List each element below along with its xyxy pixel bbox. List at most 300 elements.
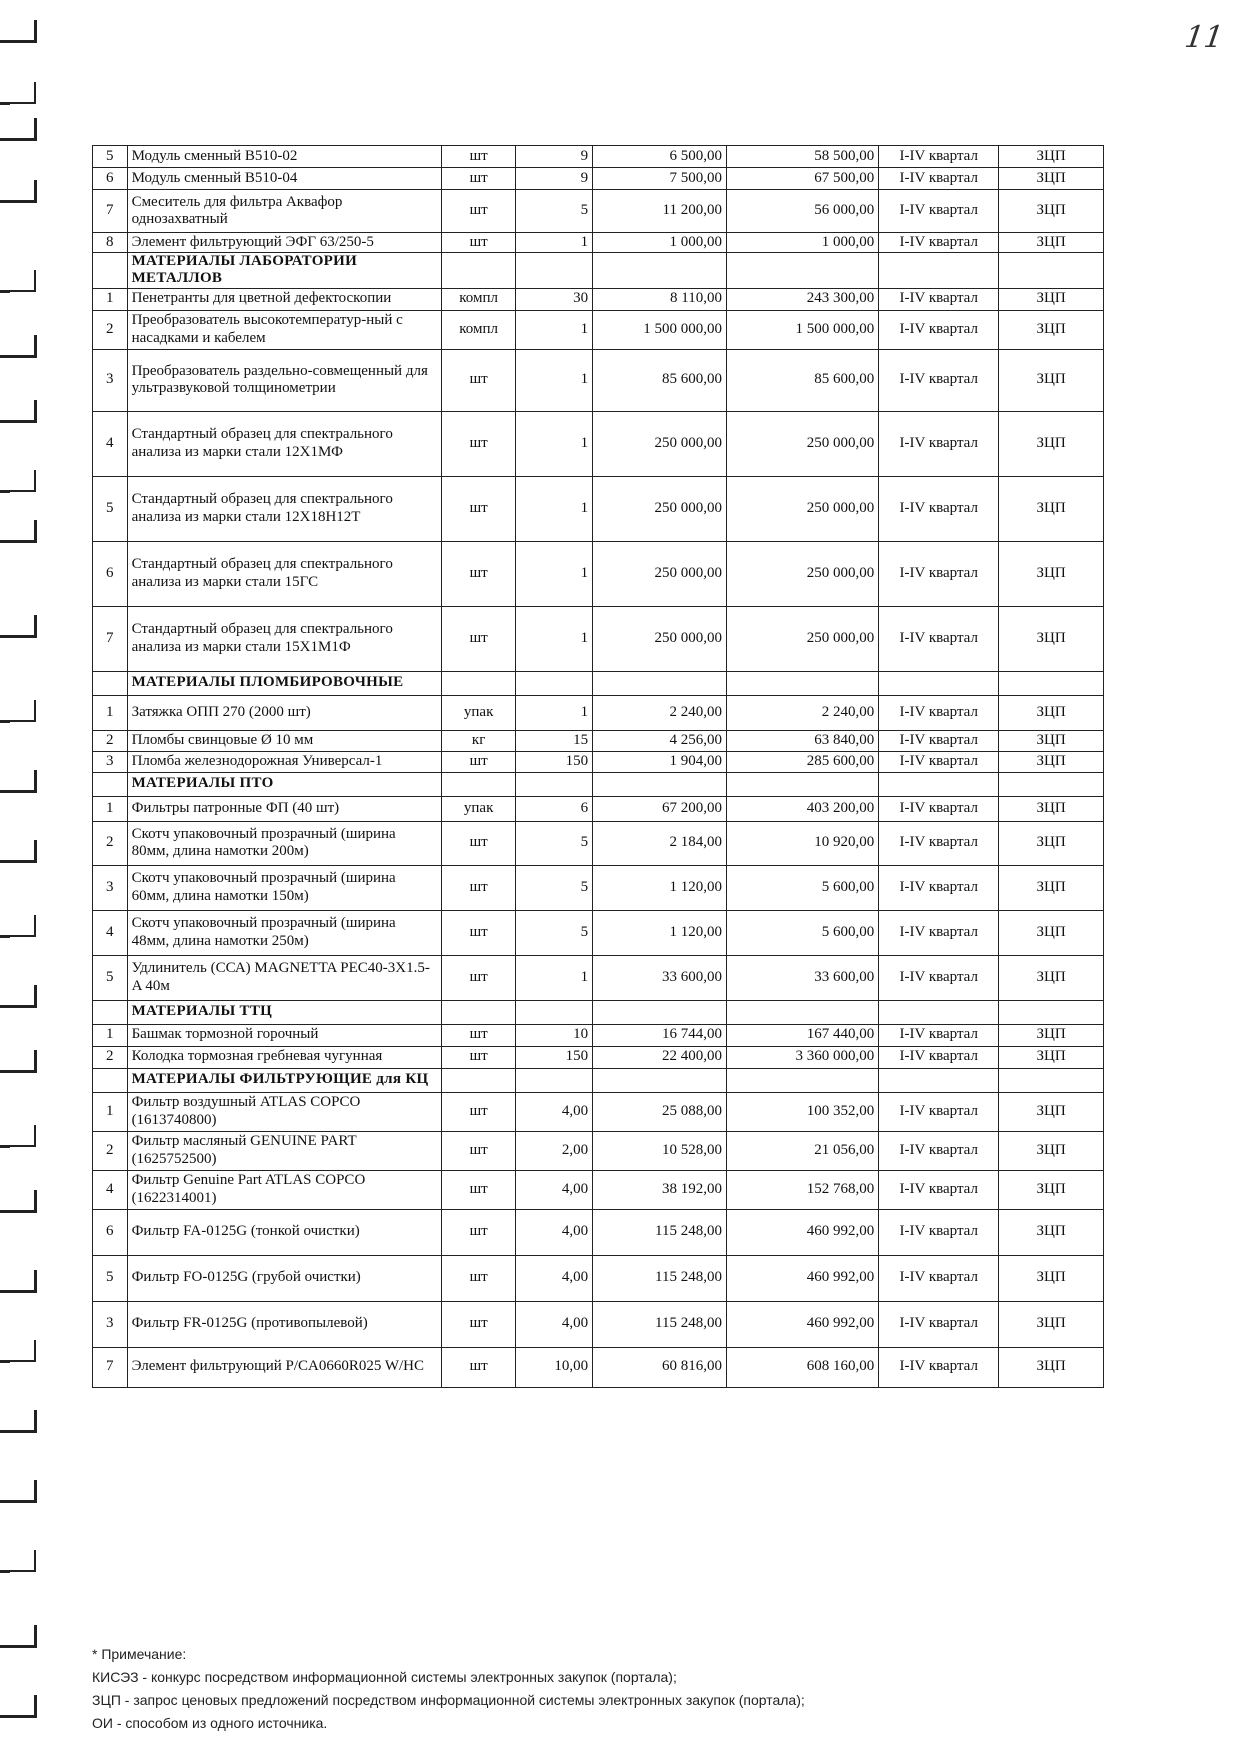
cell-quantity: 1: [516, 411, 593, 476]
cell-period: I-IV квартал: [879, 1170, 999, 1209]
cell-unit-price: 1 120,00: [593, 865, 727, 910]
footnote-title: * Примечание:: [92, 1646, 187, 1662]
cell-unit-price: 6 500,00: [593, 146, 727, 168]
cell-name: МАТЕРИАЛЫ ФИЛЬТРУЮЩИЕ для КЦ: [127, 1068, 441, 1092]
cell-unit: шт: [441, 411, 516, 476]
cell-quantity: 4,00: [516, 1092, 593, 1131]
cell-period: I-IV квартал: [879, 541, 999, 606]
cell-number: 5: [93, 476, 128, 541]
cell-number: 7: [93, 1347, 128, 1387]
cell-name: Колодка тормозная гребневая чугунная: [127, 1046, 441, 1068]
cell-name: МАТЕРИАЛЫ ПЛОМБИРОВОЧНЫЕ: [127, 671, 441, 695]
cell-unit-price: 16 744,00: [593, 1024, 727, 1046]
cell-method: ЗЦП: [999, 1170, 1104, 1209]
cell-name: Фильтр Genuine Part ATLAS COPCO (1622314001): [127, 1170, 441, 1209]
cell-unit: шт: [441, 1092, 516, 1131]
cell-unit: шт: [441, 1347, 516, 1387]
cell-number: 2: [93, 310, 128, 349]
cell-unit: шт: [441, 821, 516, 865]
cell-number: [93, 772, 128, 796]
binder-mark: [10, 82, 36, 104]
cell-period: I-IV квартал: [879, 310, 999, 349]
cell-unit-price: [593, 772, 727, 796]
cell-total: 85 600,00: [727, 349, 879, 411]
cell-total: [727, 671, 879, 695]
cell-name: Стандартный образец для спектрального анализа из марки стали 15Х1М1Ф: [127, 606, 441, 671]
cell-total: 1 000,00: [727, 233, 879, 253]
cell-number: 2: [93, 730, 128, 751]
cell-unit: [441, 1000, 516, 1024]
cell-quantity: 150: [516, 751, 593, 772]
cell-quantity: [516, 1068, 593, 1092]
cell-number: 3: [93, 751, 128, 772]
cell-method: ЗЦП: [999, 1092, 1104, 1131]
cell-period: I-IV квартал: [879, 1024, 999, 1046]
cell-total: [727, 253, 879, 289]
cell-period: I-IV квартал: [879, 1255, 999, 1301]
cell-unit: шт: [441, 606, 516, 671]
table-row: [93, 1347, 1104, 1387]
binder-mark: [10, 770, 37, 793]
cell-quantity: 5: [516, 865, 593, 910]
cell-number: 6: [93, 541, 128, 606]
cell-unit: шт: [441, 541, 516, 606]
cell-unit-price: 250 000,00: [593, 476, 727, 541]
table-row: [93, 233, 1104, 253]
cell-total: 100 352,00: [727, 1092, 879, 1131]
cell-name: Стандартный образец для спектрального анализа из марки стали 12Х18Н12Т: [127, 476, 441, 541]
cell-method: [999, 253, 1104, 289]
footnote-line-kisez: КИСЭЗ - конкурс посредством информационной системы электронных закупок (портала);: [92, 1669, 677, 1685]
cell-method: ЗЦП: [999, 1046, 1104, 1068]
cell-total: 3 360 000,00: [727, 1046, 879, 1068]
binder-mark: [10, 915, 36, 937]
cell-method: ЗЦП: [999, 1255, 1104, 1301]
cell-unit: шт: [441, 1255, 516, 1301]
cell-number: 1: [93, 1024, 128, 1046]
page-number: 11: [1182, 20, 1226, 55]
section-header-row: [93, 772, 1104, 796]
table-row: [93, 796, 1104, 821]
table-row: [93, 1209, 1104, 1255]
cell-unit: шт: [441, 1170, 516, 1209]
table-row: [93, 606, 1104, 671]
cell-unit-price: 8 110,00: [593, 288, 727, 310]
cell-unit: упак: [441, 796, 516, 821]
cell-name: Фильтр FR-0125G (противопылевой): [127, 1301, 441, 1347]
cell-unit-price: 7 500,00: [593, 168, 727, 190]
binder-mark: [10, 20, 37, 43]
cell-quantity: 1: [516, 476, 593, 541]
cell-quantity: 10,00: [516, 1347, 593, 1387]
binder-mark: [10, 1695, 37, 1718]
cell-unit: шт: [441, 865, 516, 910]
cell-quantity: 6: [516, 796, 593, 821]
cell-total: 67 500,00: [727, 168, 879, 190]
cell-total: 58 500,00: [727, 146, 879, 168]
footnotes: [92, 1643, 1192, 1735]
section-header-row: [93, 253, 1104, 289]
cell-total: 460 992,00: [727, 1209, 879, 1255]
cell-total: [727, 1000, 879, 1024]
cell-name: Фильтр масляный GENUINE PART (1625752500): [127, 1131, 441, 1170]
cell-unit: шт: [441, 751, 516, 772]
cell-unit-price: 250 000,00: [593, 606, 727, 671]
binder-mark: [10, 118, 37, 141]
cell-unit: кг: [441, 730, 516, 751]
cell-method: ЗЦП: [999, 190, 1104, 233]
cell-unit: компл: [441, 288, 516, 310]
cell-total: 2 240,00: [727, 695, 879, 730]
cell-number: 1: [93, 796, 128, 821]
cell-unit: [441, 253, 516, 289]
table-row: [93, 1092, 1104, 1131]
cell-quantity: 5: [516, 821, 593, 865]
table-row: [93, 1255, 1104, 1301]
cell-period: I-IV квартал: [879, 1131, 999, 1170]
cell-method: ЗЦП: [999, 606, 1104, 671]
cell-name: Фильтр FA-0125G (тонкой очистки): [127, 1209, 441, 1255]
cell-quantity: 1: [516, 541, 593, 606]
cell-number: 1: [93, 695, 128, 730]
cell-period: I-IV квартал: [879, 751, 999, 772]
cell-period: [879, 772, 999, 796]
cell-name: Фильтр воздушный ATLAS COPCO (1613740800): [127, 1092, 441, 1131]
cell-unit-price: 1 120,00: [593, 910, 727, 955]
cell-total: [727, 1068, 879, 1092]
cell-method: [999, 1000, 1104, 1024]
binder-mark: [10, 1625, 37, 1648]
cell-unit-price: 115 248,00: [593, 1301, 727, 1347]
cell-period: I-IV квартал: [879, 1301, 999, 1347]
cell-method: ЗЦП: [999, 910, 1104, 955]
binder-mark: [10, 400, 37, 423]
cell-number: 6: [93, 168, 128, 190]
cell-number: 7: [93, 606, 128, 671]
cell-unit: [441, 772, 516, 796]
cell-quantity: 9: [516, 146, 593, 168]
footnote-line-zcp: ЗЦП - запрос ценовых предложений посредством информационной системы электронных закупок (портала);: [92, 1692, 805, 1708]
cell-unit: шт: [441, 1301, 516, 1347]
cell-total: 608 160,00: [727, 1347, 879, 1387]
cell-name: Скотч упаковочный прозрачный (ширина 60мм, длина намотки 150м): [127, 865, 441, 910]
cell-name: Преобразователь раздельно-совмещенный для ультразвуковой толщинометрии: [127, 349, 441, 411]
cell-method: ЗЦП: [999, 1209, 1104, 1255]
cell-total: 285 600,00: [727, 751, 879, 772]
cell-quantity: 1: [516, 310, 593, 349]
cell-period: I-IV квартал: [879, 1046, 999, 1068]
cell-quantity: 1: [516, 955, 593, 1000]
binder-mark: [10, 840, 37, 863]
cell-total: 167 440,00: [727, 1024, 879, 1046]
cell-method: ЗЦП: [999, 821, 1104, 865]
cell-total: 21 056,00: [727, 1131, 879, 1170]
cell-method: ЗЦП: [999, 865, 1104, 910]
cell-name: Фильтры патронные ФП (40 шт): [127, 796, 441, 821]
table-row: [93, 1024, 1104, 1046]
cell-total: 10 920,00: [727, 821, 879, 865]
cell-unit: компл: [441, 310, 516, 349]
cell-period: I-IV квартал: [879, 1347, 999, 1387]
cell-period: I-IV квартал: [879, 476, 999, 541]
cell-name: Скотч упаковочный прозрачный (ширина 48мм, длина намотки 250м): [127, 910, 441, 955]
cell-name: Модуль сменный B510-04: [127, 168, 441, 190]
cell-period: I-IV квартал: [879, 349, 999, 411]
cell-quantity: [516, 253, 593, 289]
table-row: [93, 865, 1104, 910]
cell-method: ЗЦП: [999, 233, 1104, 253]
cell-unit-price: 11 200,00: [593, 190, 727, 233]
cell-period: I-IV квартал: [879, 288, 999, 310]
binder-mark: [10, 700, 36, 722]
table-row: [93, 955, 1104, 1000]
cell-number: [93, 1068, 128, 1092]
cell-quantity: 15: [516, 730, 593, 751]
cell-total: 63 840,00: [727, 730, 879, 751]
cell-period: I-IV квартал: [879, 1092, 999, 1131]
cell-unit: упак: [441, 695, 516, 730]
cell-unit: шт: [441, 1024, 516, 1046]
cell-unit-price: 1 000,00: [593, 233, 727, 253]
cell-method: ЗЦП: [999, 1347, 1104, 1387]
cell-method: ЗЦП: [999, 288, 1104, 310]
cell-quantity: 4,00: [516, 1255, 593, 1301]
cell-unit-price: 10 528,00: [593, 1131, 727, 1170]
cell-unit: шт: [441, 476, 516, 541]
cell-unit: шт: [441, 168, 516, 190]
cell-number: 3: [93, 1301, 128, 1347]
cell-total: 460 992,00: [727, 1255, 879, 1301]
cell-total: 56 000,00: [727, 190, 879, 233]
binder-mark: [10, 470, 36, 492]
cell-unit: шт: [441, 146, 516, 168]
cell-name: Элемент фильтрующий P/CA0660R025 W/HC: [127, 1347, 441, 1387]
cell-unit: [441, 1068, 516, 1092]
cell-total: 403 200,00: [727, 796, 879, 821]
table-row: [93, 1131, 1104, 1170]
cell-number: [93, 253, 128, 289]
cell-number: 7: [93, 190, 128, 233]
cell-name: Стандартный образец для спектрального анализа из марки стали 12Х1МФ: [127, 411, 441, 476]
cell-name: Удлинитель (ССА) MAGNETTA PEC40-3X1.5-A 40м: [127, 955, 441, 1000]
table-body: [93, 146, 1104, 1388]
binder-mark: [10, 615, 37, 638]
cell-total: 460 992,00: [727, 1301, 879, 1347]
cell-unit-price: 4 256,00: [593, 730, 727, 751]
cell-period: I-IV квартал: [879, 865, 999, 910]
cell-total: 250 000,00: [727, 476, 879, 541]
cell-method: ЗЦП: [999, 411, 1104, 476]
cell-unit: шт: [441, 910, 516, 955]
binder-mark: [10, 1125, 36, 1147]
table-row: [93, 751, 1104, 772]
cell-name: Пломба железнодорожная Универсал-1: [127, 751, 441, 772]
cell-method: ЗЦП: [999, 751, 1104, 772]
cell-quantity: [516, 671, 593, 695]
cell-number: 4: [93, 1170, 128, 1209]
cell-unit-price: [593, 253, 727, 289]
cell-unit: шт: [441, 233, 516, 253]
cell-unit-price: 33 600,00: [593, 955, 727, 1000]
cell-quantity: 5: [516, 190, 593, 233]
cell-unit: шт: [441, 1209, 516, 1255]
cell-quantity: 4,00: [516, 1209, 593, 1255]
cell-quantity: 30: [516, 288, 593, 310]
cell-period: [879, 1068, 999, 1092]
table-row: [93, 1301, 1104, 1347]
cell-period: [879, 671, 999, 695]
cell-unit: шт: [441, 190, 516, 233]
binder-mark: [10, 1270, 37, 1293]
cell-total: 1 500 000,00: [727, 310, 879, 349]
table-row: [93, 821, 1104, 865]
binder-mark: [10, 1340, 36, 1362]
binder-mark: [10, 1480, 37, 1503]
table-row: [93, 730, 1104, 751]
cell-number: 3: [93, 349, 128, 411]
cell-unit-price: [593, 671, 727, 695]
cell-quantity: 2,00: [516, 1131, 593, 1170]
cell-unit-price: 67 200,00: [593, 796, 727, 821]
cell-period: I-IV квартал: [879, 910, 999, 955]
cell-number: 5: [93, 146, 128, 168]
cell-period: I-IV квартал: [879, 233, 999, 253]
cell-unit-price: [593, 1068, 727, 1092]
cell-total: 250 000,00: [727, 606, 879, 671]
cell-number: 6: [93, 1209, 128, 1255]
cell-unit-price: 22 400,00: [593, 1046, 727, 1068]
cell-name: Башмак тормозной горочный: [127, 1024, 441, 1046]
binder-mark: [10, 1550, 36, 1572]
cell-method: ЗЦП: [999, 541, 1104, 606]
cell-total: 152 768,00: [727, 1170, 879, 1209]
cell-name: МАТЕРИАЛЫ ТТЦ: [127, 1000, 441, 1024]
cell-quantity: 1: [516, 349, 593, 411]
cell-method: ЗЦП: [999, 146, 1104, 168]
cell-unit-price: 1 904,00: [593, 751, 727, 772]
binder-mark: [10, 985, 37, 1008]
binder-holes: [0, 0, 42, 1754]
binder-mark: [10, 335, 37, 358]
cell-unit-price: 38 192,00: [593, 1170, 727, 1209]
cell-name: Стандартный образец для спектрального анализа из марки стали 15ГС: [127, 541, 441, 606]
cell-name: Смеситель для фильтра Аквафор однозахватный: [127, 190, 441, 233]
cell-number: 4: [93, 411, 128, 476]
cell-period: I-IV квартал: [879, 796, 999, 821]
cell-number: 8: [93, 233, 128, 253]
cell-unit-price: 1 500 000,00: [593, 310, 727, 349]
cell-name: Затяжка ОПП 270 (2000 шт): [127, 695, 441, 730]
cell-method: ЗЦП: [999, 695, 1104, 730]
cell-name: Элемент фильтрующий ЭФГ 63/250-5: [127, 233, 441, 253]
table-row: [93, 695, 1104, 730]
table-row: [93, 190, 1104, 233]
cell-total: 5 600,00: [727, 910, 879, 955]
binder-mark: [10, 520, 37, 543]
cell-quantity: [516, 1000, 593, 1024]
cell-method: ЗЦП: [999, 168, 1104, 190]
cell-method: ЗЦП: [999, 1301, 1104, 1347]
cell-method: ЗЦП: [999, 1024, 1104, 1046]
cell-unit-price: 60 816,00: [593, 1347, 727, 1387]
cell-number: 5: [93, 1255, 128, 1301]
cell-number: 1: [93, 288, 128, 310]
cell-period: I-IV квартал: [879, 146, 999, 168]
table-row: [93, 168, 1104, 190]
cell-name: МАТЕРИАЛЫ ПТО: [127, 772, 441, 796]
cell-quantity: [516, 772, 593, 796]
binder-mark: [10, 270, 36, 292]
table-row: [93, 349, 1104, 411]
table-row: [93, 910, 1104, 955]
binder-mark: [10, 1190, 37, 1213]
cell-name: Фильтр FO-0125G (грубой очистки): [127, 1255, 441, 1301]
cell-unit: шт: [441, 1046, 516, 1068]
cell-method: ЗЦП: [999, 310, 1104, 349]
cell-unit: шт: [441, 955, 516, 1000]
cell-number: 2: [93, 1131, 128, 1170]
cell-number: 5: [93, 955, 128, 1000]
cell-quantity: 4,00: [516, 1170, 593, 1209]
section-header-row: [93, 671, 1104, 695]
cell-total: [727, 772, 879, 796]
cell-number: 3: [93, 865, 128, 910]
cell-period: [879, 1000, 999, 1024]
cell-total: 250 000,00: [727, 411, 879, 476]
cell-quantity: 4,00: [516, 1301, 593, 1347]
table-row: [93, 476, 1104, 541]
cell-quantity: 150: [516, 1046, 593, 1068]
cell-method: [999, 671, 1104, 695]
table-row: [93, 1170, 1104, 1209]
cell-name: Скотч упаковочный прозрачный (ширина 80мм, длина намотки 200м): [127, 821, 441, 865]
cell-unit: шт: [441, 1131, 516, 1170]
cell-number: [93, 1000, 128, 1024]
cell-method: [999, 1068, 1104, 1092]
cell-method: ЗЦП: [999, 476, 1104, 541]
cell-unit-price: 85 600,00: [593, 349, 727, 411]
cell-period: [879, 253, 999, 289]
cell-total: 243 300,00: [727, 288, 879, 310]
cell-number: 2: [93, 821, 128, 865]
cell-number: [93, 671, 128, 695]
cell-name: Модуль сменный B510-02: [127, 146, 441, 168]
binder-mark: [10, 1410, 37, 1433]
cell-period: I-IV квартал: [879, 730, 999, 751]
cell-period: I-IV квартал: [879, 695, 999, 730]
cell-period: I-IV квартал: [879, 1209, 999, 1255]
cell-quantity: 1: [516, 233, 593, 253]
cell-method: ЗЦП: [999, 730, 1104, 751]
cell-unit-price: 2 184,00: [593, 821, 727, 865]
cell-unit-price: 250 000,00: [593, 541, 727, 606]
cell-name: Преобразователь высокотемператур-ный с насадками и кабелем: [127, 310, 441, 349]
cell-method: [999, 772, 1104, 796]
cell-period: I-IV квартал: [879, 411, 999, 476]
cell-unit-price: [593, 1000, 727, 1024]
cell-name: МАТЕРИАЛЫ ЛАБОРАТОРИИ МЕТАЛЛОВ: [127, 253, 441, 289]
table-row: [93, 411, 1104, 476]
cell-quantity: 1: [516, 695, 593, 730]
section-header-row: [93, 1000, 1104, 1024]
procurement-table: [92, 145, 1104, 1388]
cell-method: ЗЦП: [999, 796, 1104, 821]
footnote-line-oi: ОИ - способом из одного источника.: [92, 1715, 328, 1731]
cell-unit-price: 115 248,00: [593, 1255, 727, 1301]
cell-unit: шт: [441, 349, 516, 411]
table-row: [93, 541, 1104, 606]
table-row: [93, 310, 1104, 349]
